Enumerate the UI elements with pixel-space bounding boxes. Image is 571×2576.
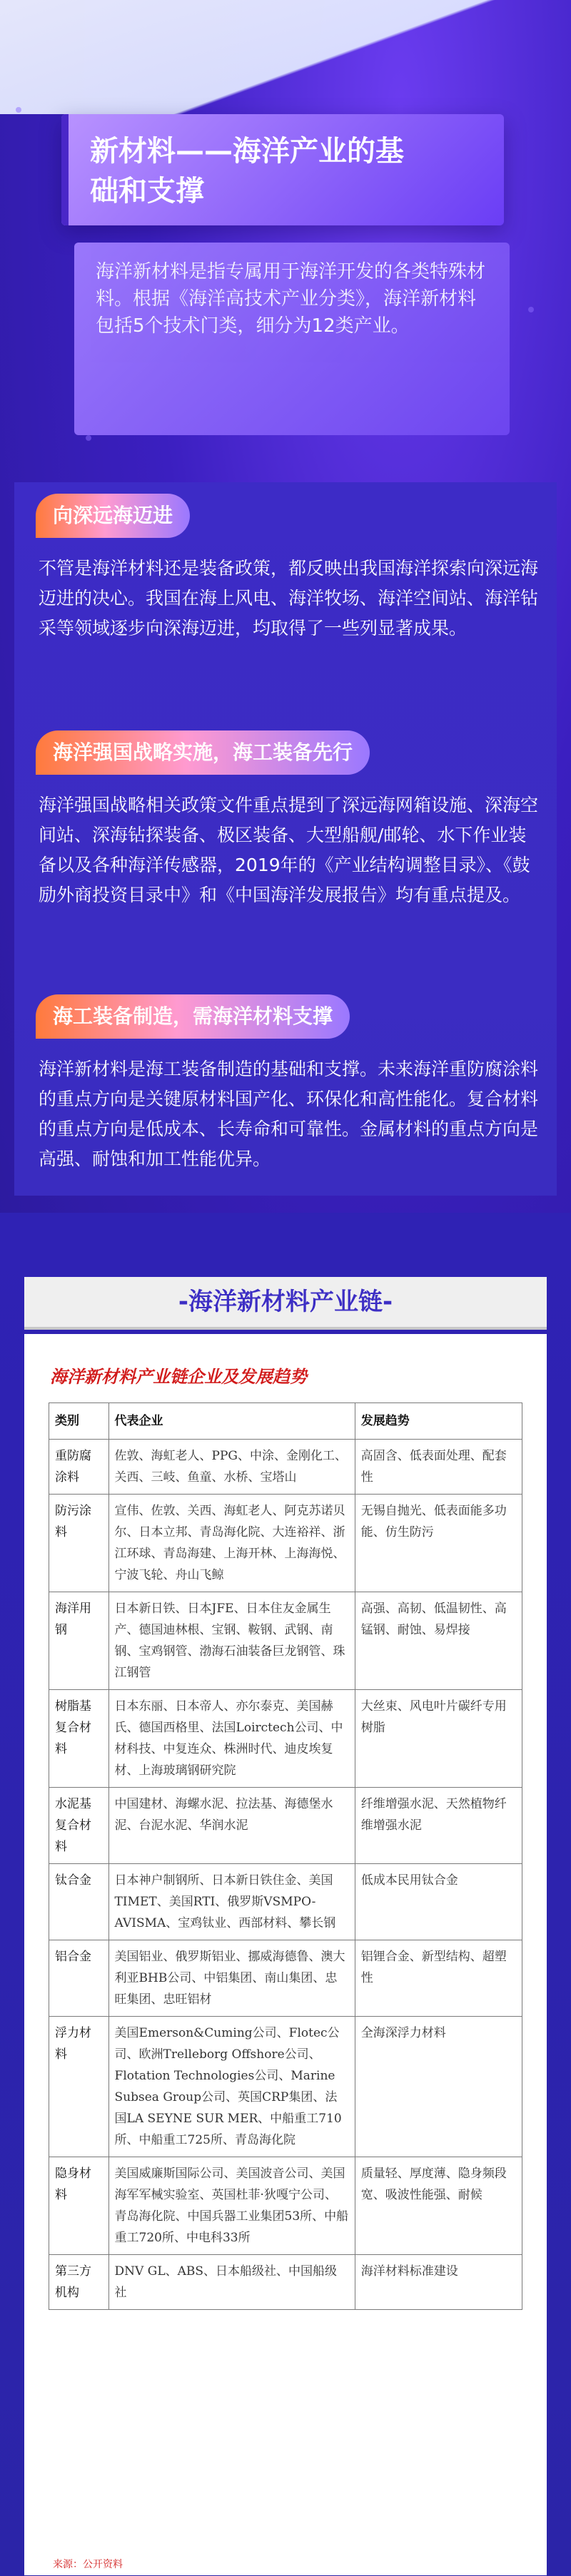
table-row [49,1940,522,2017]
intro-text: 海洋新材料是指专属用于海洋开发的各类特殊材料。根据《海洋高技术产业分类》，海洋新材料包括5个技术门类，细分为12类产业。 [96,261,486,337]
table-row [49,1788,522,1864]
cell-trend: 海洋材料标准建设 [355,2255,522,2310]
decorative-dot [16,107,21,113]
cell-trend: 纤维增强水泥、天然植物纤维增强水泥 [355,1788,522,1864]
cell-category: 海洋用钢 [49,1592,109,1690]
cell-category: 浮力材料 [49,2017,109,2157]
chain-table-title: 海洋新材料产业链企业及发展趋势 [50,1367,307,1387]
hero-title-line-2: 础和支撑 [90,175,204,208]
cell-category: 隐身材料 [49,2157,109,2255]
cell-companies: 美国威廉斯国际公司、美国波音公司、美国海军军械实验室、英国杜菲·狄嘎宁公司、青岛海化院、中国兵器工业集团53所、中船重工720所、中电科33所 [108,2157,355,2255]
section-2-label: 海洋强国战略实施，海工装备先行 [36,730,370,775]
cell-trend: 高固含、低表面处理、配套性 [355,1440,522,1495]
chain-section-header: -海洋新材料产业链- [24,1277,547,1330]
column-header-trends: 发展趋势 [355,1403,522,1440]
cell-companies: 宣伟、佐敦、关西、海虹老人、阿克苏诺贝尔、日本立邦、青岛海化院、大连裕祥、浙江环球、青岛海建、上海开林、上海海悦、宁波飞轮、舟山飞鲸 [108,1495,355,1592]
table-row [49,2017,522,2157]
sections-panel [14,482,557,1196]
cell-trend: 铝锂合金、新型结构、超塑性 [355,1940,522,2017]
table-header-row [49,1403,522,1440]
cell-companies: 美国铝业、俄罗斯铝业、挪威海德鲁、澳大利亚BHB公司、中铝集团、南山集团、忠旺集团、忠旺铝材 [108,1940,355,2017]
hero-title [90,131,490,211]
decorative-wave [0,0,571,114]
hero-title-accent-bar [61,114,69,225]
cell-category: 钛合金 [49,1864,109,1940]
section-2-text: 海洋强国战略相关政策文件重点提到了深远海网箱设施、深海空间站、深海钻探装备、极区装备、大型船舰/邮轮、水下作业装备以及各种海洋传感器，2019年的《产业结构调整目录》、《鼓励外商投资目录中》和《中国海洋发展报告》均有重点提及。 [39,795,539,905]
cell-companies: 中国建材、海螺水泥、拉法基、海德堡水泥、台泥水泥、华润水泥 [108,1788,355,1864]
table-row [49,1495,522,1592]
cell-companies: DNV GL、ABS、日本船级社、中国船级社 [108,2255,355,2310]
cell-companies: 日本新日铁、日本JFE、日本住友金属生产、德国迪林根、宝钢、鞍钢、武钢、南钢、宝鸡钢管、渤海石油装备巨龙钢管、珠江钢管 [108,1592,355,1690]
column-header-category: 类别 [49,1403,109,1440]
hero-title-card [61,114,504,225]
decorative-dot [86,435,91,441]
cell-category: 树脂基复合材料 [49,1690,109,1788]
hero-title-line-1: 新材料——海洋产业的基 [90,135,404,168]
cell-companies: 日本东丽、日本帝人、亦尔泰克、美国赫氏、德国西格里、法国Loirctech公司、中材科技、中复连众、株洲时代、迪皮埃复材、上海玻璃钢研究院 [108,1690,355,1788]
table-row [49,1864,522,1940]
cell-companies: 佐敦、海虹老人、PPG、中涂、金刚化工、关西、三岐、鱼童、水桥、宝塔山 [108,1440,355,1495]
table-row [49,2157,522,2255]
cell-category: 第三方机构 [49,2255,109,2310]
section-3-label: 海工装备制造，需海洋材料支撑 [36,994,350,1039]
column-header-companies: 代表企业 [108,1403,355,1440]
cell-trend: 全海深浮力材料 [355,2017,522,2157]
cell-category: 防污涂料 [49,1495,109,1592]
cell-category: 重防腐涂料 [49,1440,109,1495]
cell-companies: 日本神户制钢所、日本新日铁住金、美国TIMET、美国RTI、俄罗斯VSMPO-AVISMA、宝鸡钛业、西部材料、攀长钢 [108,1864,355,1940]
decorative-dot [528,307,534,312]
section-3-text: 海洋新材料是海工装备制造的基础和支撑。未来海洋重防腐涂料的重点方向是关键原材料国产化、环保化和高性能化。复合材料的重点方向是低成本、长寿命和可靠性。金属材料的重点方向是高强、耐蚀和加工性能优异。 [39,1059,539,1169]
cell-category: 铝合金 [49,1940,109,2017]
table-row [49,1690,522,1788]
cell-trend: 大丝束、风电叶片碳纤专用树脂 [355,1690,522,1788]
chain-table-card [24,1334,547,2575]
table-row [49,1440,522,1495]
cell-category: 水泥基复合材料 [49,1788,109,1864]
source-note: 来源：公开资料 [53,2559,123,2570]
table-row [49,1592,522,1690]
chain-table [49,1402,522,2310]
cell-trend: 高强、高韧、低温韧性、高锰钢、耐蚀、易焊接 [355,1592,522,1690]
table-row [49,2255,522,2310]
cell-trend: 无锡自抛光、低表面能多功能、仿生防污 [355,1495,522,1592]
section-1-text: 不管是海洋材料还是装备政策，都反映出我国海洋探索向深远海迈进的决心。我国在海上风电、海洋牧场、海洋空间站、海洋钻采等领域逐步向深海迈进，均取得了一些列显著成果。 [39,558,539,638]
cell-trend: 低成本民用钛合金 [355,1864,522,1940]
cell-trend: 质量轻、厚度薄、隐身频段宽、吸波性能强、耐候 [355,2157,522,2255]
intro-card [74,243,510,435]
cell-companies: 美国Emerson&Cuming公司、Flotec公司、欧洲Trelleborg Offshore公司、Flotation Technologies公司、Marine Subsea Group公司、英国CRP集团、法国LA SEYNE SUR MER、中船重工710所、中船重工725所、青岛海化院 [108,2017,355,2157]
section-1-label: 向深远海迈进 [36,494,190,538]
